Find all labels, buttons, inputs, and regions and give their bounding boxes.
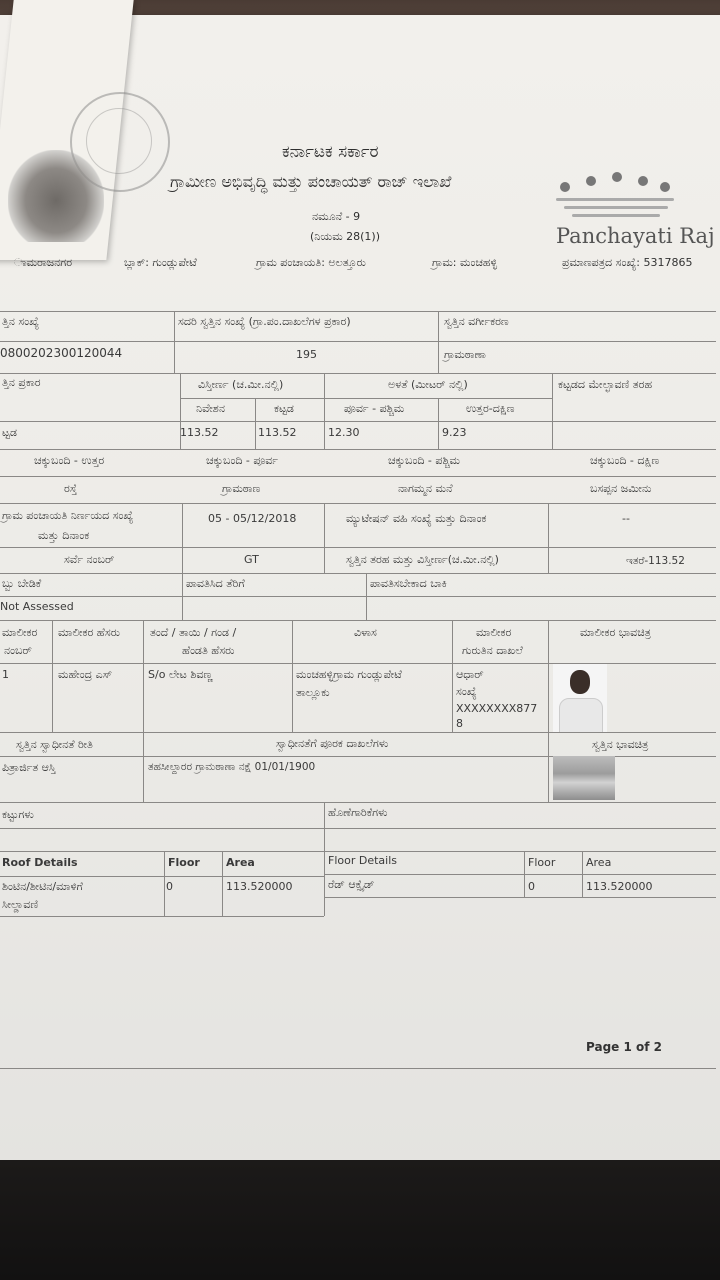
- survey-number-value: GT: [244, 553, 259, 566]
- roof-area-header: Area: [226, 856, 255, 869]
- form-number: ನಮೂನೆ - 9: [312, 210, 361, 223]
- acquisition-method-value: ಪಿತ್ರಾರ್ಜಿತ ಆಸ್ತಿ: [2, 761, 56, 774]
- west-boundary-label: ಚಕ್ಕುಬಂದಿ - ಪಶ್ಚಿಮ: [388, 454, 461, 467]
- block-name: ಬ್ಲಾಕ್: ಗುಂಡ್ಲುಪೇಟೆ: [124, 256, 197, 269]
- address-label: ವಿಳಾಸ: [354, 626, 377, 639]
- property-id-label: ತ್ತಿನ ಸಂಖ್ಯೆ: [2, 315, 40, 328]
- roof-type-label: ಕಟ್ಟಡದ ಮೇಲ್ಛಾವಣಿ ತರಹ: [558, 378, 653, 391]
- mutation-label: ಮ್ಯುಟೇಷನ್ ವಹಿ ಸಂಖ್ಯೆ ಮತ್ತು ದಿನಾಂಕ: [346, 512, 487, 525]
- supporting-docs-label: ಸ್ವಾಧೀನತೆಗೆ ಪೂರಕ ದಾಖಲೆಗಳು: [276, 737, 389, 750]
- owner-relation: S/o ಲೇಟ ಶಿವಣ್ಣ: [148, 668, 213, 681]
- roof-floor-value: 0: [166, 880, 173, 893]
- property-type-value: ಟ್ಟಡ: [2, 426, 17, 439]
- property-id-value: 080020230012004​4: [0, 346, 123, 360]
- north-boundary-value: ರಸ್ತೆ: [64, 482, 78, 495]
- relation-label-line1: ತಂದೆ / ತಾಯಿ / ಗಂಡ /: [150, 626, 237, 639]
- owner-id-line2: ಸಂಖ್ಯೆ: [456, 685, 477, 698]
- owner-address-line1: ಮಂಚಹಳ್ಳಿಗ್ರಾಮ ಗುಂಡ್ಲುಪೇಟೆ: [296, 668, 402, 681]
- owner-photo: [553, 664, 607, 732]
- roof-type-line2: ಸೀಲ್ಡಾವಣಿ: [2, 898, 39, 911]
- east-boundary-label: ಚಕ್ಕುಬಂದಿ - ಪೂರ್ವ: [206, 454, 279, 467]
- roof-details-header: Roof Details: [2, 856, 78, 869]
- roof-area-value: 113.520000: [226, 880, 293, 893]
- site-label: ನಿವೇಶನ: [196, 402, 225, 415]
- south-boundary-value: ಬಸಪ್ಪನ ಜಮೀನು: [590, 482, 652, 495]
- east-west-label: ಪೂರ್ವ - ಪಶ್ಚಿಮ: [344, 402, 405, 415]
- property-area-value: ಇತರೆ-113.52: [626, 555, 685, 567]
- govt-title: ಕರ್ನಾಟಕ ಸರ್ಕಾರ: [282, 142, 379, 162]
- measurement-label: ಅಳತೆ (ಮೀಟರ್ ನಲ್ಲಿ): [388, 378, 468, 391]
- relation-label-line2: ಹೆಂಡತಿ ಹೆಸರು: [182, 644, 235, 657]
- area-label: ವಿಸ್ತೀರ್ಣ (ಚ.ಮೀ.ನಲ್ಲಿ): [198, 378, 284, 391]
- liabilities-label: ಹೊಣೆಗಾರಿಕೆಗಳು: [328, 806, 388, 819]
- tax-demand-label: ಬ್ಬು ಬೇಡಿಕೆ: [2, 577, 42, 590]
- owner-name-label: ಮಾಲೀಕರ ಹೆಸರು: [58, 626, 121, 639]
- supporting-docs-value: ತಹಸೀಲ್ದಾರರ ಗ್ರಾಮಠಾಣಾ ನಕ್ಷೆ 01/01/1900: [148, 761, 316, 773]
- tax-balance-label: ಪಾವತಿಸಬೇಕಾದ ಬಾಕಿ: [370, 577, 447, 590]
- district-name: ಾಮರಾಜನಗರ: [14, 256, 73, 269]
- floor-details-header: Floor Details: [328, 854, 397, 867]
- owner-no-label-line2: ನಂಬರ್: [4, 644, 32, 657]
- property-photo-label: ಸ್ವತ್ತಿನ ಭಾವಚಿತ್ರ: [592, 738, 649, 751]
- owner-id-line3: XXXXXXXX877: [456, 702, 538, 715]
- survey-number-label: ಸರ್ವೆ ನಂಬರ್: [64, 553, 115, 566]
- gram-panchayat-name: ಗ್ರಾಮ ಪಂಚಾಯತಿ: ಅಲತ್ತೂರು: [256, 256, 366, 269]
- resolution-value: 05 - 05/12/2018: [208, 512, 297, 525]
- sadari-number-value: 195: [296, 348, 317, 361]
- west-boundary-value: ನಾಗಮ್ಮನ ಮನೆ: [398, 482, 453, 495]
- property-area-label: ಸ್ವತ್ತಿನ ತರಹ ಮತ್ತು ವಿಸ್ತೀರ್ಣ(ಚ.ಮೀ.ನಲ್ಲಿ): [346, 553, 499, 566]
- page-number: Page 1 of 2: [586, 1040, 662, 1054]
- floor-floor-header: Floor: [528, 856, 556, 869]
- building-label: ಕಟ್ಟಡ: [274, 402, 294, 415]
- owner-id-label-line1: ಮಾಲೀಕರ: [476, 626, 512, 639]
- photo-background-bottom: [0, 1160, 720, 1280]
- floor-floor-value: 0: [528, 880, 535, 893]
- classification-value: ಗ್ರಾಮಠಾಣಾ: [444, 348, 486, 361]
- owner-number: 1: [2, 668, 9, 681]
- owner-id-line1: ಆಧಾರ್: [456, 668, 484, 681]
- panchayati-raj-logo-icon: [556, 170, 676, 222]
- tax-paid-label: ಪಾವತಿಸಿದ ತೆರಿಗೆ: [186, 577, 245, 590]
- department-title: ಗ್ರಾಮೀಣ ಅಭಿವೃದ್ಧಿ ಮತ್ತು ಪಂಚಾಯತ್ ರಾಜ್ ಇಲಾಖೆ: [170, 172, 452, 191]
- east-boundary-value: ಗ್ರಾಮಠಾಣ: [222, 482, 261, 495]
- east-west-value: 12.30: [328, 426, 360, 439]
- rule-reference: (ನಿಯಮ 28(1)): [310, 230, 381, 243]
- floor-area-header: Area: [586, 856, 612, 869]
- building-area-value: 113.52: [258, 426, 297, 439]
- sadari-number-label: ಸದರಿ ಸ್ವತ್ತಿನ ಸಂಖ್ಯೆ (ಗ್ರಾ.ಪಂ.ದಾಖಲೆಗಳ ಪ್ರಕಾರ): [178, 315, 351, 328]
- owner-id-label-line2: ಗುರುತಿನ ದಾಖಲೆ: [462, 644, 523, 657]
- state-emblem-icon: [8, 150, 104, 242]
- mutation-value: --: [622, 512, 630, 525]
- north-south-label: ಉತ್ತರ-ದಕ್ಷಿಣ: [466, 402, 515, 415]
- classification-label: ಸ್ವತ್ತಿನ ವರ್ಗೀಕರಣ: [444, 315, 509, 328]
- south-boundary-label: ಚಕ್ಕುಬಂದಿ - ದಕ್ಷಿಣ: [590, 454, 660, 467]
- owner-photo-label: ಮಾಲೀಕರ ಭಾವಚಿತ್ರ: [580, 626, 651, 639]
- property-type-label: ತ್ತಿನ ಪ್ರಕಾರ: [2, 376, 41, 389]
- north-south-value: 9.23: [442, 426, 467, 439]
- roof-floor-header: Floor: [168, 856, 200, 869]
- resolution-label-line1: ಗ್ರಾಮ ಪಂಚಾಯತಿ ನಿರ್ಣಯದ ಸಂಖ್ಯೆ: [2, 509, 134, 522]
- certificate-number: ಪ್ರಮಾಣಪತ್ರದ ಸಂಖ್ಯೆ: 5317865: [562, 256, 693, 269]
- panchayati-raj-brand: Panchayati Raj: [556, 224, 715, 248]
- north-boundary-label: ಚಕ್ಕುಬಂದಿ - ಉತ್ತರ: [34, 454, 105, 467]
- tax-demand-value: Not Assessed: [0, 600, 74, 613]
- resolution-label-line2: ಮತ್ತು ದಿನಾಂಕ: [38, 529, 90, 542]
- owner-address-line2: ತಾಲ್ಲೂಕು: [296, 686, 330, 699]
- owner-id-line4: 8: [456, 717, 463, 730]
- roof-type-line1: ಶಿಂಟಿನ/ಶೀಟಿನ/ಮಾಳಿಗೆ: [2, 880, 83, 893]
- rights-label: ಕಟ್ಟುಗಳು: [2, 808, 34, 821]
- owner-no-label-line1: ಮಾಲೀಕರ: [2, 626, 38, 639]
- village-name: ಗ್ರಾಮ: ಮಂಚಹಳ್ಳಿ: [432, 256, 498, 269]
- owner-name: ಮಹೇಂದ್ರ ಎಸ್: [58, 668, 113, 681]
- acquisition-method-label: ಸ್ವತ್ತಿನ ಸ್ವಾಧೀನತೆ ರೀತಿ: [16, 738, 93, 751]
- floor-area-value: 113.520000: [586, 880, 653, 893]
- site-area-value: 113.52: [180, 426, 219, 439]
- property-photo: [553, 756, 615, 800]
- floor-type-value: ರೆಡ್ ಆಕ್ಸೈಡ್: [328, 878, 375, 891]
